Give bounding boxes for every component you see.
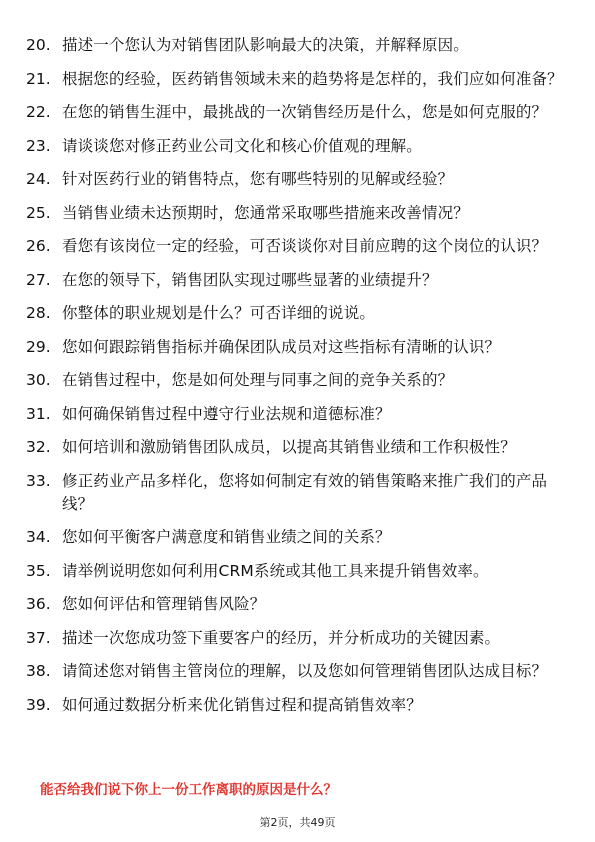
question-text: 请谈谈您对修正药业公司文化和核心价值观的理解。: [62, 136, 422, 155]
question-number: 36.: [26, 595, 51, 613]
question-number: 24.: [26, 170, 51, 188]
question-number: 22.: [26, 103, 51, 121]
question-text: 描述一次您成功签下重要客户的经历，并分析成功的关键因素。: [62, 628, 501, 647]
question-text: 根据您的经验，医药销售领域未来的趋势将是怎样的，我们应如何准备？: [62, 69, 563, 88]
question-text: 描述一个您认为对销售团队影响最大的决策，并解释原因。: [62, 36, 469, 54]
question-number: 31.: [26, 404, 51, 423]
question-number: 25.: [26, 203, 51, 222]
question-item: [26, 34, 574, 57]
page-number: 第2页，共49页: [259, 816, 336, 829]
question-item: [26, 526, 574, 549]
question-text: 看您有该岗位一定的经验，可否谈谈你对目前应聘的这个岗位的认识？: [62, 237, 548, 255]
question-number: 27.: [26, 270, 51, 289]
question-number: 30.: [26, 371, 51, 389]
question-text: 请简述您对销售主管岗位的理解，以及您如何管理销售团队达成目标？: [62, 662, 548, 680]
question-list: [26, 34, 574, 727]
question-text: 在您的销售生涯中，最挑战的一次销售经历是什么，您是如何克服的？: [62, 103, 548, 121]
question-item: [26, 369, 574, 392]
question-item: [26, 560, 574, 583]
question-item: [26, 694, 574, 717]
question-text: 您如何平衡客户满意度和销售业绩之间的关系？: [62, 528, 391, 546]
question-item: [26, 135, 574, 158]
question-number: 32.: [26, 438, 51, 456]
question-text: 在您的领导下，销售团队实现过哪些显著的业绩提升？: [62, 270, 438, 289]
question-number: 29.: [26, 337, 51, 356]
question-item: [26, 403, 574, 426]
question-number: 35.: [26, 561, 51, 580]
question-number: 28.: [26, 304, 51, 322]
question-text: 您如何跟踪销售指标并确保团队成员对这些指标有清晰的认识？: [62, 337, 501, 356]
question-item: [26, 101, 574, 124]
question-item: [26, 627, 574, 650]
question-number: 34.: [26, 528, 51, 546]
question-text: 请举例说明您如何利用CRM系统或其他工具来提升销售效率。: [62, 561, 489, 580]
question-item: [26, 235, 574, 258]
question-item: [26, 302, 574, 325]
question-number: 33.: [26, 471, 51, 490]
question-item: [26, 168, 574, 191]
question-text: 针对医药行业的销售特点，您有哪些特别的见解或经验？: [62, 170, 454, 188]
question-number: 20.: [26, 36, 51, 54]
question-item: [26, 660, 574, 683]
question-text: 你整体的职业规划是什么？可否详细的说说。: [62, 304, 376, 322]
question-number: 39.: [26, 695, 51, 714]
question-number: 26.: [26, 237, 51, 255]
question-item: [26, 202, 574, 225]
question-item: [26, 269, 574, 292]
question-text: 在销售过程中，您是如何处理与同事之间的竞争关系的？: [62, 371, 454, 389]
question-text: 修正药业产品多样化，您将如何制定有效的销售策略来推广我们的产品线？: [62, 471, 548, 513]
highlighted-question: 能否给我们说下你上一份工作离职的原因是什么？: [40, 782, 337, 798]
question-text: 如何确保销售过程中遵守行业法规和道德标准？: [62, 404, 391, 423]
question-text: 如何通过数据分析来优化销售过程和提高销售效率？: [62, 695, 422, 714]
question-item: [26, 436, 574, 459]
question-item: [26, 470, 574, 516]
question-item: [26, 336, 574, 359]
question-number: 23.: [26, 136, 51, 155]
question-text: 如何培训和激励销售团队成员，以提高其销售业绩和工作积极性？: [62, 438, 516, 456]
question-item: [26, 68, 574, 91]
question-number: 21.: [26, 69, 51, 88]
question-text: 您如何评估和管理销售风险？: [62, 595, 266, 613]
question-number: 38.: [26, 662, 51, 680]
question-item: [26, 593, 574, 616]
question-number: 37.: [26, 628, 51, 647]
question-text: 当销售业绩未达预期时，您通常采取哪些措施来改善情况？: [62, 203, 469, 222]
